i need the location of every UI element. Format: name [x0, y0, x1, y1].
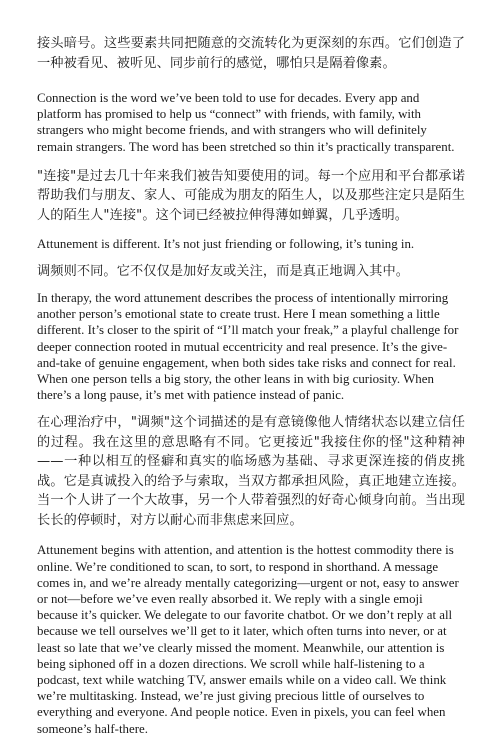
paragraph-en-attention: Attunement begins with attention, and attention is the hottest commodity there is online. We’re conditioned to scan, to sort, to respond in shorthand. A message comes in, and we’re already mentally categorizing—urgent or not, easy to answer or not—before we’ve even really absorbed it. We reply with a single emoji because it’s quicker. We delegate to our favorite chatbot. Or we don’t reply at all because we tell ourselves we’ll get to it later, which often turns into never, or at least so late that we’ve clearly missed the moment. Meanwhile, our attention is being siphoned off in a dozen directions. We scroll while half-listening to a podcast, text while watching TV, answer emails while on a video call. We think we’re multitasking. Instead, we’re just giving precious little of ourselves to everything and everyone. And people notice. Even in pixels, you can feel when someone’s half-there. [37, 543, 459, 736]
paragraph-zh-connection: "连接"是过去几十年来我们被告知要使用的词。每一个应用和平台都承诺帮助我们与朋友、家人、可能成为朋友的陌生人，以及那些注定只是陌生人的陌生人"连接"。这个词已经被拉伸得薄如蝉翼，几乎透明。 [37, 168, 465, 223]
paragraph-zh-therapy: 在心理治疗中，"调频"这个词描述的是有意镜像他人情绪状态以建立信任的过程。我在这里的意思略有不同。它更接近"我接住你的怪"这种精神——一种以相互的怪癖和真实的临场感为基础、寻求更深连接的俏皮挑战。它是真诚投入的给予与索取，当双方都承担风险，真正地建立连接。当一个人讲了一个大故事，另一个人带着强烈的好奇心倾身向前。当出现长长的停顿时，对方以耐心而非焦虑来回应。 [37, 415, 465, 528]
paragraph-en-attunement-different: Attunement is different. It’s not just friending or following, it’s tuning in. [37, 237, 415, 252]
paragraph-zh-attunement-different: 调频则不同。它不仅仅是加好友或关注，而是真正地调入其中。 [37, 263, 410, 279]
paragraph-zh-intro: 接头暗号。这些要素共同把随意的交流转化为更深刻的东西。它们创造了一种被看见、被听见、同步前行的感觉，哪怕只是隔着像素。 [37, 36, 465, 71]
paragraph-en-therapy: In therapy, the word attunement describes the process of intentionally mirroring another person’s emotional state to create trust. Here I mean something a little different. It’s closer to the spirit of “I’ll match your freak,” a playful challenge for deeper connection rooted in mutual eccentricity and real presence. It’s the give-and-take of genuine engagement, when both sides take risks and connect for real. When one person tells a big story, the other leans in with big curiosity. When there’s a long pause, it’s met with patience instead of panic. [37, 291, 459, 403]
document-page [37, 34, 465, 750]
paragraph-en-connection: Connection is the word we’ve been told to use for decades. Every app and platform has promised to help us “connect” with friends, with family, with strangers who might become friends, and with strangers who will definitely remain strangers. The word has been stretched so thin it’s practically transparent. [37, 91, 455, 154]
